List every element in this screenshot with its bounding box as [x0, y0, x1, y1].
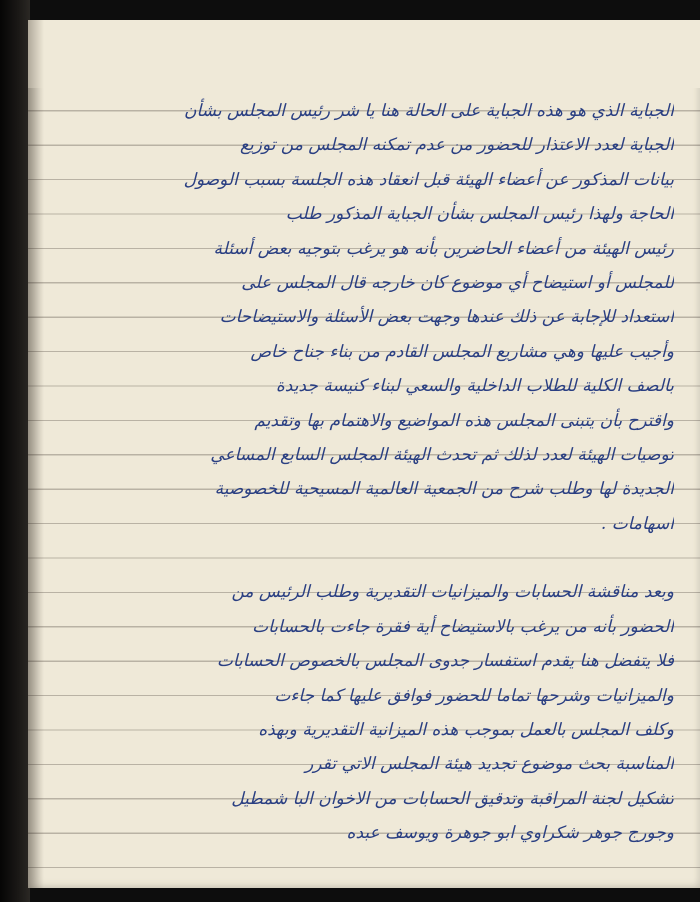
text-line: وأجيب عليها وهي مشاريع المجلس القادم من بناء جناح خاص: [250, 341, 674, 362]
handwritten-text-body: [62, 94, 674, 851]
text-line: الجباية الذي هو هذه الجباية على الحالة هنا يا شر رئيس المجلس بشأن: [184, 101, 674, 121]
page-fold-shadow: [28, 20, 44, 888]
blank-line: [62, 541, 674, 575]
text-line: بالصف الكلية للطلاب الداخلية والسعي لبناء كنيسة جديدة: [275, 376, 674, 397]
text-line: واقترح بأن يتبنى المجلس هذه المواضيع والاهتمام بها وتقديم: [254, 410, 674, 431]
text-line: الحاجة ولهذا رئيس المجلس بشأن الجباية المذكور طلب: [285, 204, 674, 225]
text-line: اسهامات .: [600, 513, 674, 534]
text-line: بيانات المذكور عن أعضاء الهيئة قبل انعقاد هذه الجلسة بسبب الوصول: [183, 169, 674, 190]
text-line: المناسبة بحث موضوع تجديد هيئة المجلس الاتي تقرر: [305, 754, 674, 775]
notebook-binding: [0, 0, 30, 902]
text-line: وكلف المجلس بالعمل بموجب هذه الميزانية التقديرية وبهذه: [258, 720, 674, 741]
text-line: وجورج جوهر شكراوي ابو جوهرة ويوسف عبده: [346, 823, 674, 844]
text-line: الجباية لعدد الاعتذار للحضور من عدم تمكنه المجلس من توزيع: [240, 135, 674, 156]
text-line: الجديدة لها وطلب شرح من الجمعية العالمية المسيحية للخصوصية: [214, 479, 674, 500]
text-line: للمجلس أو استيضاح أي موضوع كان خارجه قال المجلس على: [241, 272, 674, 293]
text-line: الحضور بأنه من يرغب بالاستيضاح أية فقرة جاءت بالحسابات: [252, 616, 674, 637]
text-line: والميزانيات وشرحها تماما للحضور فوافق عليها كما جاءت: [274, 685, 674, 706]
text-line: توصيات الهيئة لعدد لذلك ثم تحدث الهيئة المجلس السابع المساعي: [210, 444, 674, 465]
notebook-page: [28, 20, 700, 888]
page-top-margin: [28, 20, 700, 88]
text-line: وبعد مناقشة الحسابات والميزانيات التقديرية وطلب الرئيس من: [231, 582, 674, 603]
text-line: فلا يتفضل هنا يقدم استفسار جدوى المجلس بالخصوص الحسابات: [216, 651, 674, 672]
text-line: استعداد للإجابة عن ذلك عندها وجهت بعض الأسئلة والاستيضاحات: [219, 307, 674, 328]
text-line: تشكيل لجنة المراقبة وتدقيق الحسابات من الاخوان البا شمطيل: [231, 788, 674, 809]
text-line: رئيس الهيئة من أعضاء الحاضرين بأنه هو يرغب بتوجيه بعض أسئلة: [213, 238, 674, 259]
